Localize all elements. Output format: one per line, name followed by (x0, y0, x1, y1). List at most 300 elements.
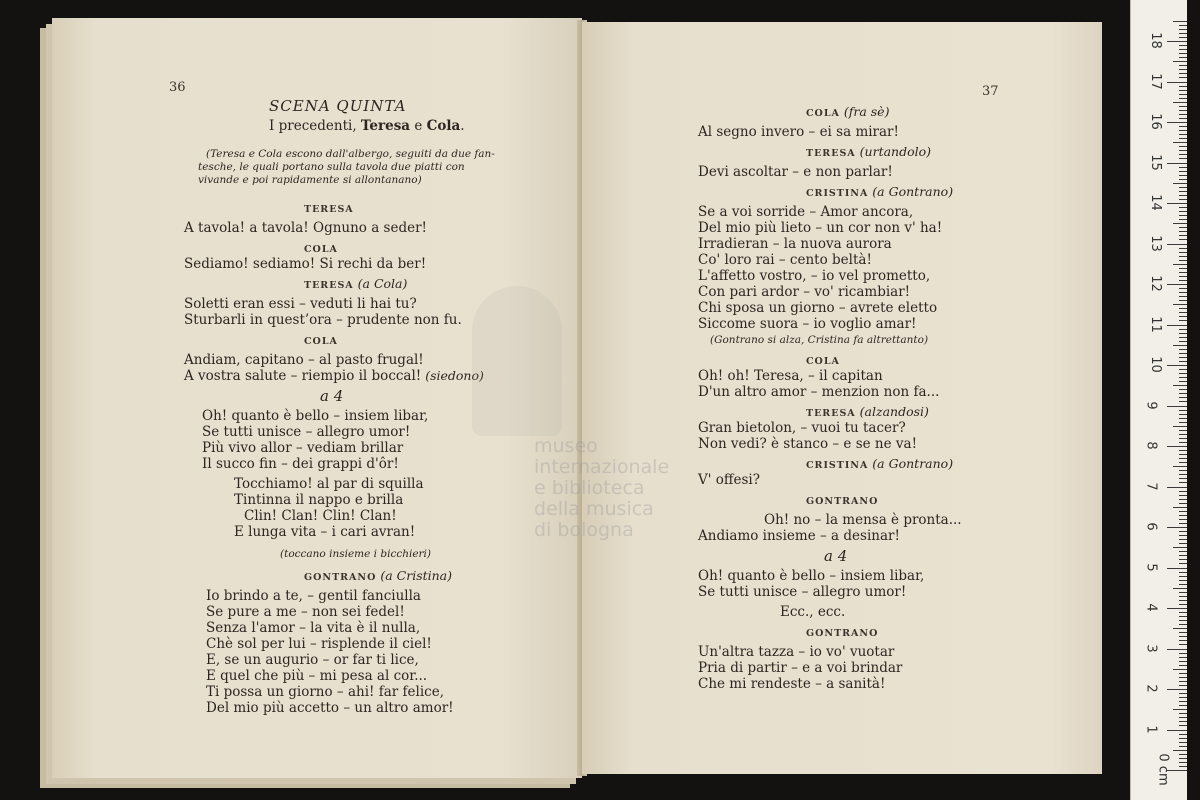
ruler-tick (1179, 535, 1187, 536)
verse-line (184, 352, 424, 368)
verse-text: Che mi rendeste – a sanità! (698, 676, 886, 692)
ruler-tick (1179, 499, 1187, 500)
ruler-tick (1179, 563, 1187, 564)
ruler-tick (1179, 515, 1187, 516)
ruler-tick (1179, 462, 1187, 463)
ruler-tick (1179, 422, 1187, 423)
verse-text: Soletti eran essi – veduti li hai tu? (184, 296, 417, 312)
ruler-tick (1179, 187, 1187, 188)
ruler-tick (1179, 470, 1187, 471)
ruler-tick (1179, 45, 1187, 46)
ruler-tick (1179, 725, 1187, 726)
ruler-tick (1179, 199, 1187, 200)
verse-line (698, 384, 939, 400)
ruler-tick (1173, 547, 1187, 548)
speaker-note: (urtandolo) (855, 144, 932, 159)
verse-text: Io brindo a te, – gentil fanciulla (206, 588, 421, 604)
ruler-tick (1179, 150, 1187, 151)
ruler-tick (1179, 126, 1187, 127)
ruler-tick (1179, 697, 1187, 698)
verse-text: Irradieran – la nuova aurora (698, 236, 892, 252)
ruler-tick (1167, 730, 1187, 731)
right-page (582, 22, 1102, 774)
ruler-tick (1179, 661, 1187, 662)
ruler-tick (1179, 130, 1187, 131)
ruler-tick (1179, 410, 1187, 411)
ruler-tick (1179, 543, 1187, 544)
ruler-tick (1179, 491, 1187, 492)
verse-line (698, 676, 885, 692)
verse-text: Siccome suora – io voglio amar! (698, 316, 917, 332)
ruler-tick (1179, 215, 1187, 216)
ruler-tick (1167, 244, 1187, 245)
ruler-tick (1179, 167, 1187, 168)
ruler-tick (1179, 754, 1187, 755)
ruler-tick (1179, 511, 1187, 512)
verse-text: Se tutti unisce – allegro umor! (202, 424, 411, 440)
ruler-tick (1179, 531, 1187, 532)
ruler-tick (1179, 57, 1187, 58)
ensemble-marker: a 4 (320, 387, 344, 405)
subheading-name-cola: Cola (426, 118, 461, 134)
speaker-label: CRISTINA (806, 188, 869, 199)
ruler-label: 15 (1147, 153, 1163, 171)
ruler-tick (1179, 701, 1187, 702)
verse-text: E, se un augurio – or far ti lice, (206, 652, 419, 668)
ruler-label: 4 (1143, 603, 1159, 612)
ruler-tick (1173, 264, 1187, 265)
ruler-tick (1179, 98, 1187, 99)
ruler-tick (1179, 357, 1187, 358)
ruler-tick (1179, 349, 1187, 350)
ruler-tick (1179, 450, 1187, 451)
page-number-left: 36 (169, 80, 186, 95)
ruler-tick (1179, 653, 1187, 654)
watermark (534, 435, 670, 541)
ruler-tick (1179, 458, 1187, 459)
ruler-tick (1179, 308, 1187, 309)
verse-line (184, 220, 427, 236)
ruler-tick (1179, 551, 1187, 552)
verse-line (698, 204, 913, 220)
speaker-label: TERESA (806, 408, 856, 419)
verse-line (206, 636, 432, 652)
ruler-tick (1167, 406, 1187, 407)
speaker-note: (a Gontrano) (868, 456, 954, 471)
ruler-tick (1179, 110, 1187, 111)
ruler-tick (1179, 158, 1187, 159)
ruler-label: 9 (1143, 400, 1159, 410)
ruler-tick (1167, 608, 1187, 609)
ruler-tick (1179, 705, 1187, 706)
ruler-tick (1179, 65, 1187, 66)
ruler-tick (1179, 713, 1187, 714)
verse-line (206, 700, 454, 716)
ruler-tick (1179, 316, 1187, 317)
ruler-tick (1167, 527, 1187, 528)
ruler-tick (1179, 681, 1187, 682)
ruler-tick (1167, 284, 1187, 285)
verse-text: Ecc., ecc. (780, 604, 846, 620)
ruler-tick (1179, 49, 1187, 50)
ensemble-marker: a 4 (824, 547, 848, 565)
ruler-tick (1179, 414, 1187, 415)
ruler-tick (1179, 207, 1187, 208)
ruler-tick (1179, 434, 1187, 435)
verse-line (698, 368, 883, 384)
ruler-label: 16 (1147, 113, 1163, 130)
ruler-tick (1179, 572, 1187, 573)
verse-text: Più vivo allor – vediam brillar (202, 440, 404, 456)
verse-line (698, 584, 906, 600)
watermark-line: e biblioteca della musica (534, 477, 654, 520)
verse-text: Con pari ardor – vo' ricambiar! (698, 284, 911, 300)
page-number-right: 37 (982, 84, 999, 99)
ruler-tick (1179, 640, 1187, 641)
ruler-tick (1179, 288, 1187, 289)
verse-line (698, 420, 906, 436)
ruler-tick (1179, 118, 1187, 119)
ruler-tick (1179, 219, 1187, 220)
ruler-tick (1179, 523, 1187, 524)
ruler-tick (1179, 69, 1187, 70)
ruler-tick (1179, 721, 1187, 722)
ruler-tick (1179, 584, 1187, 585)
verse-line (698, 124, 899, 140)
verse-line (234, 476, 424, 492)
verse-text: Se pure a me – non sei fedel! (206, 604, 405, 620)
verse-line (202, 424, 410, 440)
ruler-tick (1179, 138, 1187, 139)
ruler-tick (1179, 389, 1187, 390)
ruler-tick (1179, 738, 1187, 739)
verse-line (206, 588, 421, 604)
verse-line (698, 220, 942, 236)
ruler-label: 7 (1143, 481, 1159, 491)
verse-line (244, 508, 397, 524)
verse-text: Non vedi? è stanco – e se ne va! (698, 436, 917, 452)
ruler-tick (1173, 21, 1187, 22)
ruler-label: 6 (1143, 522, 1159, 531)
ruler-tick (1179, 195, 1187, 196)
ruler-tick (1179, 134, 1187, 135)
ruler-tick (1179, 312, 1187, 313)
ruler-tick (1179, 442, 1187, 443)
speaker-label: COLA (304, 244, 338, 255)
ruler-tick (1179, 438, 1187, 439)
ruler-tick (1173, 345, 1187, 346)
ruler-tick (1179, 25, 1187, 26)
verse-line (234, 492, 403, 508)
ruler-tick (1179, 268, 1187, 269)
ruler-tick (1179, 393, 1187, 394)
ruler-tick (1179, 179, 1187, 180)
ruler-tick (1179, 401, 1187, 402)
verse-line (184, 312, 462, 328)
verse-text: Chi sposa un giorno – avrete eletto (698, 300, 938, 316)
ruler-label: 3 (1143, 643, 1159, 653)
ruler-tick (1179, 592, 1187, 593)
ruler-tick (1179, 37, 1187, 38)
verse-text: Oh! no – la mensa è pronta... (764, 512, 962, 528)
ruler-tick (1167, 649, 1187, 650)
ruler-tick (1167, 122, 1187, 123)
ruler-tick (1173, 750, 1187, 751)
ruler-tick (1179, 239, 1187, 240)
ruler-tick (1179, 280, 1187, 281)
ruler-tick (1173, 61, 1187, 62)
ruler-label: 12 (1147, 275, 1163, 292)
ruler-tick (1179, 320, 1187, 321)
verse-text: L'affetto vostro, – io vel prometto, (698, 268, 931, 284)
verse-text: Ti possa un giorno – ahi! far felice, (206, 684, 444, 700)
speaker-label: GONTRANO (806, 628, 879, 639)
ruler-tick (1179, 276, 1187, 277)
verse-line (698, 316, 916, 332)
ruler-tick (1179, 766, 1187, 767)
ruler-tick (1179, 381, 1187, 382)
ruler-tick (1179, 146, 1187, 147)
verse-line (698, 660, 902, 676)
speaker-name (806, 456, 953, 474)
verse-text: Sediamo! sediamo! Si rechi da ber! (184, 256, 427, 272)
speaker-name (806, 144, 931, 162)
verse-line (698, 268, 930, 284)
verse-line (206, 684, 444, 700)
verse-line (184, 296, 417, 312)
ruler-tick (1179, 624, 1187, 625)
ruler-tick (1179, 717, 1187, 718)
ruler-tick (1179, 418, 1187, 419)
verse-line (698, 528, 900, 544)
ruler-tick (1179, 503, 1187, 504)
ruler-label: 11 (1147, 315, 1163, 333)
ruler-tick (1179, 482, 1187, 483)
ruler-label: 13 (1147, 234, 1163, 252)
ruler-tick (1179, 620, 1187, 621)
verse-text: Se a voi sorride – Amor ancora, (698, 204, 914, 220)
verse-text: E lunga vita – i cari avran! (234, 524, 416, 540)
speaker-label: GONTRANO (806, 496, 879, 507)
ruler-tick (1173, 507, 1187, 508)
ruler-label: 17 (1147, 72, 1163, 90)
measuring-ruler (1130, 0, 1187, 800)
ruler-tick (1179, 114, 1187, 115)
ruler-tick (1173, 426, 1187, 427)
verse-line (698, 164, 893, 180)
ruler-tick (1167, 41, 1187, 42)
ruler-tick (1179, 231, 1187, 232)
ruler-tick (1173, 102, 1187, 103)
watermark-line: museo internazionale (534, 435, 670, 478)
speaker-label: GONTRANO (304, 572, 377, 583)
ruler-tick (1179, 519, 1187, 520)
verse-line (202, 456, 399, 472)
ruler-tick (1179, 559, 1187, 560)
ruler-tick (1167, 203, 1187, 204)
speaker-label: COLA (304, 336, 338, 347)
speaker-note: (a Cristina) (376, 568, 453, 583)
ruler-tick (1173, 588, 1187, 589)
ruler-tick (1179, 369, 1187, 370)
verse-text: Oh! oh! Teresa, – il capitan (698, 368, 883, 384)
speaker-label: TERESA (304, 280, 354, 291)
stage-direction-line: (Teresa e Cola escono dall'albergo, seguiti da due fan- (206, 148, 495, 160)
verse-text: Oh! quanto è bello – insiem libar, (698, 568, 925, 584)
speaker-name (304, 332, 338, 350)
verse-line (184, 368, 484, 384)
verse-text: Un'altra tazza – io vo' vuotar (698, 644, 895, 660)
ruler-tick (1179, 300, 1187, 301)
ruler-tick (1179, 478, 1187, 479)
verse-text: Se tutti unisce – allegro umor! (698, 584, 907, 600)
ruler-tick (1179, 227, 1187, 228)
verse-text: D'un altro amor – menzion non fa... (698, 384, 940, 400)
verse-text: Clin! Clan! Clin! Clan! (244, 508, 397, 524)
verse-line (780, 604, 845, 620)
ruler-tick (1167, 163, 1187, 164)
ruler-tick (1179, 94, 1187, 95)
ruler-tick (1179, 555, 1187, 556)
verse-text: V' offesi? (698, 472, 760, 488)
verse-line (202, 440, 403, 456)
ruler-tick (1179, 329, 1187, 330)
speaker-name (304, 276, 407, 294)
speaker-label: COLA (806, 356, 840, 367)
ruler-tick (1179, 673, 1187, 674)
ruler-tick (1179, 762, 1187, 763)
ruler-tick (1173, 183, 1187, 184)
ruler-tick (1179, 539, 1187, 540)
verse-text: Andiam, capitano – al pasto frugal! (184, 352, 424, 368)
ruler-tick (1179, 373, 1187, 374)
ruler-tick (1179, 33, 1187, 34)
stage-direction-line: tesche, le quali portano sulla tavola due piatti con (198, 161, 465, 173)
ruler-tick (1167, 446, 1187, 447)
speaker-note: (a Gontrano) (868, 184, 954, 199)
subheading-period: . (460, 118, 465, 134)
ruler-tick (1179, 175, 1187, 176)
ruler-tick (1179, 361, 1187, 362)
ruler-tick (1173, 385, 1187, 386)
speaker-name (806, 624, 878, 642)
verse-line (698, 644, 894, 660)
ruler-tick (1179, 474, 1187, 475)
speaker-name (806, 104, 889, 122)
ruler-tick (1179, 90, 1187, 91)
ruler-label: 1 (1143, 724, 1159, 734)
ruler-tick (1179, 296, 1187, 297)
ruler-tick (1179, 333, 1187, 334)
ruler-tick (1167, 689, 1187, 690)
ruler-tick (1179, 758, 1187, 759)
ruler-tick (1179, 53, 1187, 54)
verse-text: Chè sol per lui – risplende il ciel! (206, 636, 432, 652)
verse-line (698, 568, 924, 584)
ruler-tick (1179, 154, 1187, 155)
ruler-tick (1179, 596, 1187, 597)
ruler-tick (1179, 600, 1187, 601)
verse-text: Tintinna il nappo e brilla (234, 492, 404, 508)
ruler-tick (1179, 77, 1187, 78)
ruler-tick (1179, 604, 1187, 605)
stage-direction-line: vivande e poi rapidamente si allontanano) (198, 174, 422, 186)
verse-line (202, 408, 428, 424)
speaker-label: TERESA (304, 204, 354, 215)
ruler-tick (1173, 304, 1187, 305)
ruler-tick (1179, 636, 1187, 637)
speaker-name (304, 200, 354, 218)
subheading-and: e (410, 118, 427, 134)
verse-text: Del mio più lieto – un cor non v' ha! (698, 220, 943, 236)
ruler-tick (1173, 466, 1187, 467)
ruler-tick (1179, 495, 1187, 496)
subheading-name-teresa: Teresa (360, 118, 411, 134)
verse-line (206, 668, 427, 684)
ruler-tick (1179, 73, 1187, 74)
verse-line (698, 472, 760, 488)
stage-direction: (toccano insieme i bicchieri) (280, 548, 432, 560)
ruler-label: 14 (1147, 194, 1163, 211)
ruler-label: 8 (1143, 441, 1159, 450)
ruler-tick (1179, 337, 1187, 338)
verse-text: Co' loro rai – cento beltà! (698, 252, 872, 268)
ruler-tick (1179, 734, 1187, 735)
subheading-text: I precedenti, (269, 118, 361, 134)
verse-text: A tavola! a tavola! Ognuno a seder! (184, 220, 427, 236)
verse-text: Il succo fin – dei grappi d'ôr! (202, 456, 399, 472)
ruler-tick (1179, 86, 1187, 87)
verse-line (698, 236, 892, 252)
ruler-tick (1179, 341, 1187, 342)
speaker-note: (alzandosi) (855, 404, 929, 419)
ruler-tick (1179, 632, 1187, 633)
ruler-tick (1179, 292, 1187, 293)
speaker-name (304, 568, 452, 586)
ruler-tick (1179, 454, 1187, 455)
verse-text: Sturbarli in quest’ora – prudente non fu. (184, 312, 462, 328)
ruler-tick (1173, 709, 1187, 710)
speaker-note: (fra sè) (839, 104, 890, 119)
ruler-tick (1179, 576, 1187, 577)
ruler-tick (1179, 377, 1187, 378)
verse-text: Gran bietolon, – vuoi tu tacer? (698, 420, 906, 436)
ruler-tick (1167, 325, 1187, 326)
ruler-label: 2 (1143, 684, 1159, 693)
ruler-tick (1173, 223, 1187, 224)
verse-text: Devi ascoltar – e non parlar! (698, 164, 893, 180)
ruler-label: 0 cm (1155, 753, 1171, 786)
ruler-tick (1179, 260, 1187, 261)
verse-text: Senza l'amor – la vita è il nulla, (206, 620, 421, 636)
verse-text: A vostra salute – riempio il boccal! (184, 368, 422, 384)
scene-heading: SCENA QUINTA (269, 97, 407, 115)
speaker-note: (a Cola) (353, 276, 408, 291)
speaker-name (806, 492, 878, 510)
scene-subheading (269, 118, 465, 134)
ruler-tick (1179, 272, 1187, 273)
verse-text: Pria di partir – e a voi brindar (698, 660, 903, 676)
ruler-tick (1179, 665, 1187, 666)
ruler-tick (1179, 211, 1187, 212)
verse-text: Oh! quanto è bello – insiem libar, (202, 408, 429, 424)
verse-line (698, 284, 910, 300)
ruler-tick (1179, 353, 1187, 354)
verse-line (206, 652, 419, 668)
watermark-line: di bologna (534, 519, 634, 541)
stage-direction: (Gontrano si alza, Cristina fa altrettanto) (710, 334, 929, 346)
ruler-label: 18 (1147, 32, 1163, 49)
